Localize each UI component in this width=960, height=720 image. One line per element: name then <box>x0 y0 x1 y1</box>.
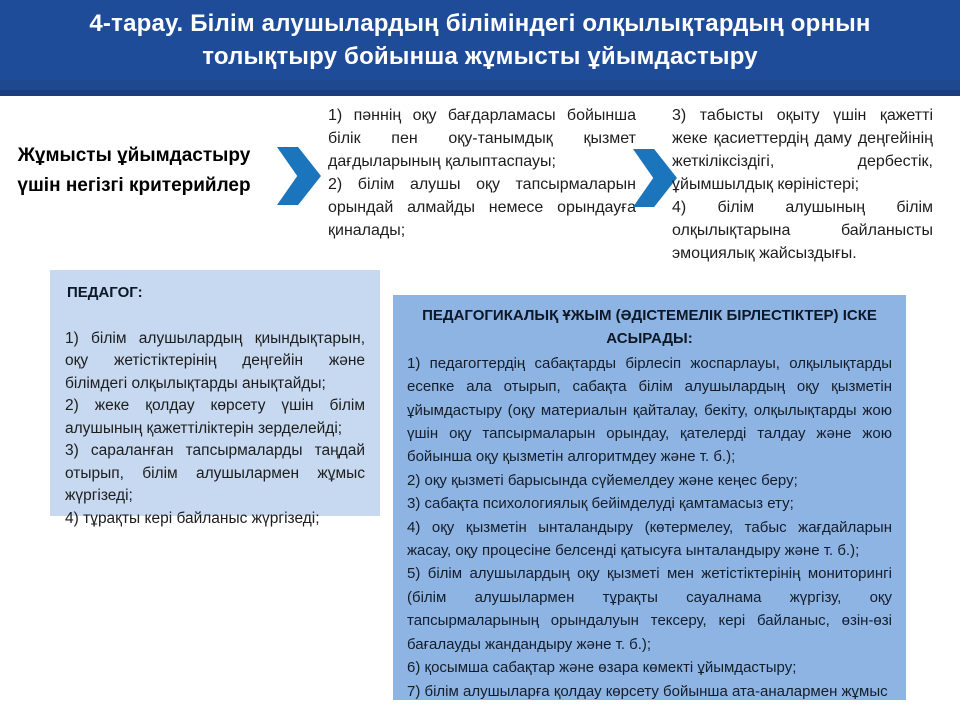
criteria-label: Жұмысты ұйымдастыру үшін негізгі критерийлер <box>17 145 251 196</box>
criteria-item-2: 2) білім алушы оқу тапсырмаларын орындай алмайды немесе орындауға қиналады; <box>328 176 636 239</box>
teacher-box-item-1: 1) білім алушылардың қиындықтарын, оқу жетістіктерінің деңгейін және білімдегі олқылықтарды анықтайды; <box>65 329 365 392</box>
teacher-box-item-3: 3) сараланған тапсырмаларды таңдай отырып, білім алушылармен жұмыс жүргізеді; <box>65 442 365 504</box>
slide-title: 4-тарау. Білім алушылардың біліміндегі олқылықтардың орнын толықтыру бойынша жұмысты ұйымдастыру <box>89 10 871 70</box>
team-box-item-7: 7) білім алушыларға қолдау көрсету бойынша ата-аналармен жұмыс <box>407 682 888 700</box>
team-box-item-6: 6) қосымша сабақтар және өзара көмекті ұйымдастыру; <box>407 659 797 677</box>
criteria-column-1 <box>328 104 636 242</box>
team-box-heading: ПЕДАГОГИКАЛЫҚ ҰЖЫМ (ӘДІСТЕМЕЛІК БІРЛЕСТІКТЕР) ІСКЕ АСЫРАДЫ: <box>422 307 877 348</box>
team-box-item-5: 5) білім алушылардың оқу қызметі мен жетістіктерінің мониторингі (білім алушылармен тұрақты сауалнама жүргізу, оқу тапсырмаларының орындалуын тексеру, кері байланыс, өзін-өзі бағалауды жандандыру және т. б.); <box>407 565 892 653</box>
pedagogical-team-box <box>393 295 906 700</box>
teacher-box-item-4: 4) тұрақты кері байланыс жүргізеді; <box>65 509 320 527</box>
team-box-item-3: 3) сабақта психологиялық бейімделуді қамтамасыз ету; <box>407 495 794 513</box>
chevron-right-icon <box>277 147 321 205</box>
teacher-box-heading: ПЕДАГОГ: <box>67 284 143 301</box>
teacher-box <box>50 270 380 527</box>
criteria-item-4: 4) білім алушының білім олқылықтарына байланысты эмоциялық жайсыздығы. <box>672 199 933 262</box>
criteria-item-3: 3) табысты оқыту үшін қажетті жеке қасиеттердің даму деңгейінің жеткіліксіздігі, дербестік, ұйымшылдық көріністері; <box>672 107 933 193</box>
team-box-item-2: 2) оқу қызметі барысында сүйемелдеу және кеңес беру; <box>407 471 798 489</box>
team-box-item-4: 4) оқу қызметін ынталандыру (көтермелеу, табыс жағдайларын жасау, оқу процесіне белсенді қатысуға ынталандыру және т. б.); <box>407 518 892 560</box>
teacher-box-item-2: 2) жеке қолдау көрсету үшін білім алушының қажеттіліктерін зерделейді; <box>65 397 365 437</box>
team-box-item-1: 1) педагогтердің сабақтарды бірлесіп жоспарлауы, олқылықтарды есепке ала отырып, сабақта білім алушылардың оқу қызметін ұйымдастыру (оқу материалын қайталау, бекіту, олқылықтарды жою үшін оқу тапсырмаларын орындау, қателерді талдау және жою бойынша оқу қызметін алгоритмдеу және т. б.); <box>407 354 892 466</box>
criteria-item-1: 1) пәннің оқу бағдарламасы бойынша білік пен оқу-танымдық қызмет дағдыларының қалыптаспауы; <box>328 107 636 170</box>
criteria-column-2 <box>672 104 933 265</box>
slide-header <box>0 0 960 96</box>
chevron-right-icon <box>633 149 677 207</box>
